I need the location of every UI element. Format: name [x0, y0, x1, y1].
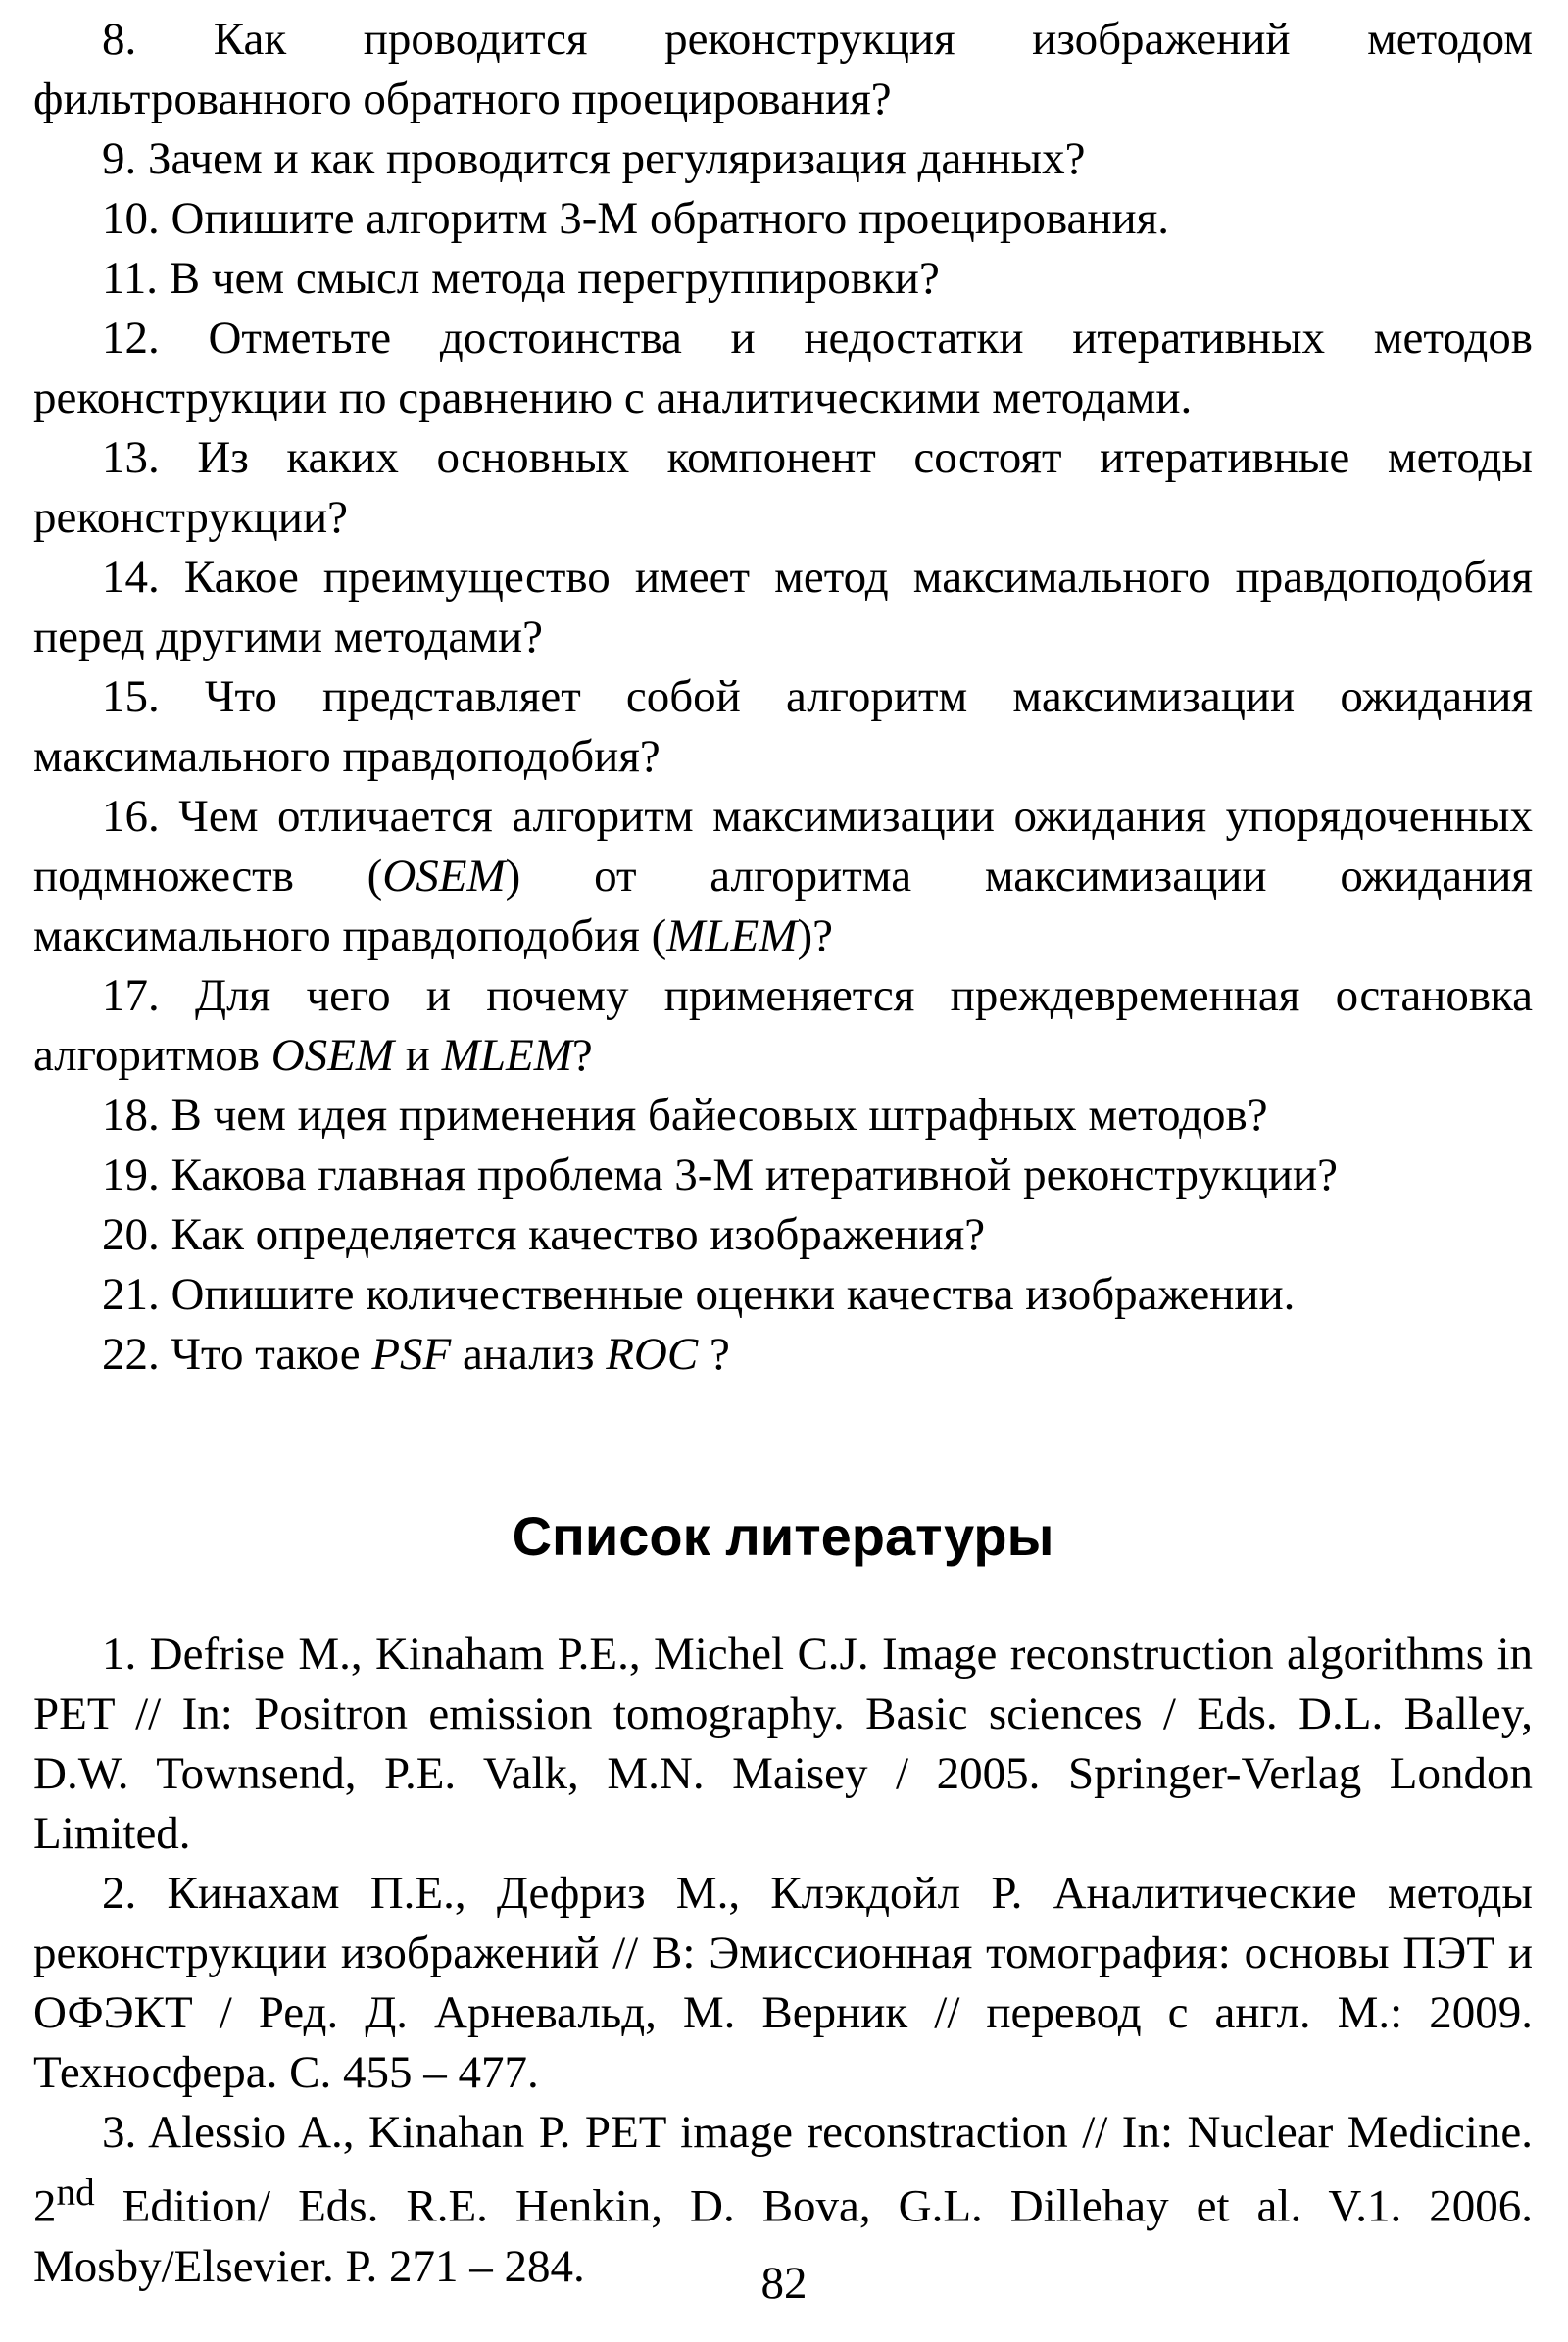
page-number: 82	[760, 2258, 808, 2309]
question-item: 15. Что представляет собой алгоритм максимизации ожидания максимального правдоподобия?	[33, 671, 1533, 782]
question-item: 9. Зачем и как проводится регуляризация данных?	[102, 133, 1086, 184]
question-item: 12. Отметьте достоинства и недостатки итеративных методов реконструкции по сравнению с аналитическими методами.	[33, 313, 1533, 423]
references-heading: Список литературы	[512, 1505, 1054, 1567]
superscript: nd	[56, 2171, 95, 2214]
question-item: 19. Какова главная проблема 3-М итеративной реконструкции?	[102, 1149, 1339, 1200]
question-item: 20. Как определяется качество изображения?	[102, 1209, 986, 1260]
question-item: 17. Для чего и почему применяется преждевременная остановка алгоритмов OSEM и MLEM?	[33, 970, 1534, 1081]
question-item: 10. Опишите алгоритм 3-М обратного проецирования.	[102, 193, 1170, 244]
page-body	[33, 10, 1533, 2297]
abbreviation: OSEM	[270, 1030, 395, 1081]
abbreviation: PSF	[371, 1329, 452, 1380]
abbreviation: ROC	[606, 1329, 699, 1380]
question-item: 11. В чем смысл метода перегруппировки?	[102, 253, 940, 304]
question-item: 18. В чем идея применения байесовых штрафных методов?	[102, 1090, 1268, 1141]
question-item: 14. Какое преимущество имеет метод максимального правдоподобия перед другими методами?	[33, 552, 1534, 662]
references-list	[33, 1625, 1533, 2297]
questions-list	[33, 10, 1533, 1385]
question-item: 22. Что такое PSF анализ ROC ?	[102, 1329, 730, 1380]
abbreviation: MLEM	[441, 1030, 572, 1081]
question-item: 21. Опишите количественные оценки качества изображении.	[102, 1269, 1296, 1320]
reference-item: 2. Кинахам П.Е., Дефриз М., Клэкдойл Р. Аналитические методы реконструкции изображений // В: Эмиссионная томография: основы ПЭТ и ОФЭКТ / Ред. Д. Арневальд, М. Верник // перевод с англ. М.: 2009. Техносфера. С. 455 – 477.	[33, 1868, 1534, 2098]
reference-item: 3. Alessio A., Kinahan P. PET image reconstraction // In: Nuclear Medicine. 2nd Edition/ Eds. R.E. Henkin, D. Bova, G.L. Dillehay et al. V.1. 2006. Mosby/Elsevier. P. 271 – 284.	[33, 2107, 1533, 2292]
abbreviation: OSEM	[382, 851, 506, 902]
abbreviation: MLEM	[666, 910, 798, 961]
question-item: 8. Как проводится реконструкция изображений методом фильтрованного обратного проецирования?	[33, 14, 1533, 124]
question-item: 16. Чем отличается алгоритм максимизации ожидания упорядоченных подмножеств (OSEM) от алгоритма максимизации ожидания максимального правдоподобия (MLEM)?	[33, 791, 1533, 961]
reference-item: 1. Defrise M., Kinaham P.E., Michel C.J. Image reconstruction algorithms in PET // In: Positron emission tomography. Basic sciences / Eds. D.L. Balley, D.W. Townsend, P.E. Valk, M.N. Maisey / 2005. Springer-Verlag London Limited.	[33, 1629, 1534, 1859]
question-item: 13. Из каких основных компонент состоят итеративные методы реконструкции?	[33, 432, 1533, 543]
